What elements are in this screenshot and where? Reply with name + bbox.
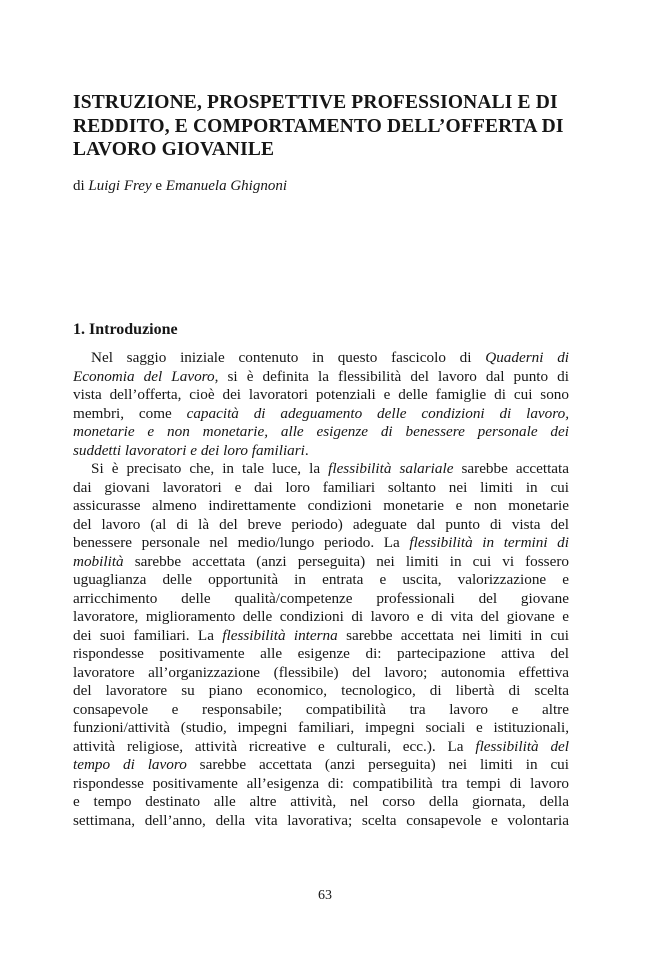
author-name: Luigi Frey	[88, 178, 152, 194]
italic-text: Economia del Lavoro	[73, 367, 215, 385]
article-title-line: LAVORO GIOVANILE	[73, 139, 275, 160]
italic-text: flessibilità in termini di	[409, 534, 569, 551]
text-run: sarebbe accettata (anzi perseguita) nei limiti in cui vi fossero	[123, 552, 569, 570]
text-run: attività religiose, attività ricreative e culturali, ecc.). La	[73, 737, 476, 755]
author-name: Emanuela Ghignoni	[165, 178, 288, 194]
text-line	[73, 423, 569, 442]
text-line	[73, 516, 569, 535]
text-line	[73, 553, 569, 572]
text-run: settimana, dell’anno, della vita lavorativa; scelta consapevole e volontaria	[73, 811, 569, 829]
italic-text: capacità di adeguamento delle condizioni di lavoro,	[186, 404, 569, 422]
text-run: assicurasse almeno indirettamente condizioni monetarie e non monetarie	[73, 497, 569, 514]
text-line	[73, 571, 569, 590]
text-run: benessere personale nel medio/lungo periodo. La	[73, 534, 410, 551]
text-line	[73, 627, 569, 646]
article-title-line: REDDITO, E COMPORTAMENTO DELL’OFFERTA DI	[73, 115, 564, 137]
page-number: 63	[318, 888, 332, 903]
italic-text: flessibilità interna	[222, 626, 338, 644]
text-run: del lavoratore su piano economico, tecnologico, di libertà di scelta	[73, 682, 569, 699]
text-line	[73, 645, 569, 664]
author-byline	[73, 176, 287, 196]
text-line	[73, 349, 569, 368]
text-run: sarebbe accettata	[453, 460, 569, 477]
text-line	[73, 664, 569, 683]
text-line	[73, 719, 569, 738]
text-run: funzioni/attività (studio, impegni familiari, impegni sociali e istituzionali,	[73, 719, 569, 736]
text-run: vista dell’offerta, cioè dei lavoratori potenziali e delle famiglie di cui sono	[73, 386, 569, 403]
italic-text: tempo di lavoro	[73, 756, 187, 773]
text-line	[73, 793, 569, 812]
text-line	[73, 756, 569, 775]
text-run: rispondesse positivamente alle esigenze di: partecipazione attiva del	[73, 645, 569, 662]
text-line	[73, 405, 569, 424]
text-run: dai giovani lavoratori e dai loro familiari soltanto nei limiti in cui	[73, 478, 569, 496]
text-line	[73, 534, 569, 553]
text-line	[73, 812, 569, 831]
text-run: sarebbe accettata nei limiti in cui	[337, 626, 569, 644]
text-line	[73, 386, 569, 405]
italic-text: monetarie e non monetarie, alle esigenze di benessere personale dei	[73, 423, 569, 440]
text-run: e tempo destinato alle altre attività, nel corso della giornata, della	[73, 793, 569, 810]
text-line	[73, 368, 569, 387]
byline-conjunction: e	[155, 178, 163, 194]
text-line	[73, 479, 569, 498]
italic-text: mobilità	[73, 552, 124, 570]
text-line	[73, 497, 569, 516]
body-text	[73, 349, 569, 830]
byline-prefix: di	[73, 178, 85, 194]
text-line	[73, 608, 569, 627]
text-run: uguaglianza delle opportunità in entrata e uscita, valorizzazione e	[73, 571, 569, 588]
text-run: dei suoi familiari. La	[73, 626, 223, 644]
section-heading: 1. Introduzione	[73, 321, 178, 338]
text-run: , si è definita la flessibilità del lavoro dal punto di	[214, 367, 569, 385]
text-run: membri, come	[73, 404, 187, 422]
italic-text: Quaderni di	[485, 349, 569, 366]
text-run: arricchimento delle qualità/competenze professionali del giovane	[73, 589, 569, 607]
text-line	[73, 590, 569, 609]
text-run: Nel saggio iniziale contenuto in questo fascicolo di	[91, 349, 486, 366]
text-run: rispondesse positivamente all’esigenza di: compatibilità tra tempi di lavoro	[73, 774, 569, 792]
text-line	[73, 442, 569, 461]
text-run: lavoratore all’organizzazione (flessibile) del lavoro; autonomia effettiva	[73, 663, 569, 681]
text-run: sarebbe accettata (anzi perseguita) nei limiti in cui	[186, 756, 569, 773]
text-line	[73, 682, 569, 701]
text-run: consapevole e responsabile; compatibilità tra lavoro e altre	[73, 700, 569, 718]
text-run: lavoratore, miglioramento delle condizioni di lavoro e di vita del giovane e	[73, 608, 569, 625]
article-title-line: ISTRUZIONE, PROSPETTIVE PROFESSIONALI E DI	[73, 92, 558, 113]
text-run: del lavoro (al di là del breve periodo) adeguate dal punto di vista del	[73, 515, 569, 533]
italic-text: suddetti lavoratori e dei loro familiari	[73, 441, 305, 459]
article-title	[73, 91, 593, 162]
text-line	[73, 738, 569, 757]
text-line	[73, 460, 569, 479]
text-run: Si è precisato che, in tale luce, la	[91, 460, 329, 477]
text-run: .	[304, 441, 309, 459]
italic-text: flessibilità salariale	[328, 460, 454, 477]
italic-text: flessibilità del	[475, 737, 569, 755]
text-line	[73, 775, 569, 794]
text-line	[73, 701, 569, 720]
